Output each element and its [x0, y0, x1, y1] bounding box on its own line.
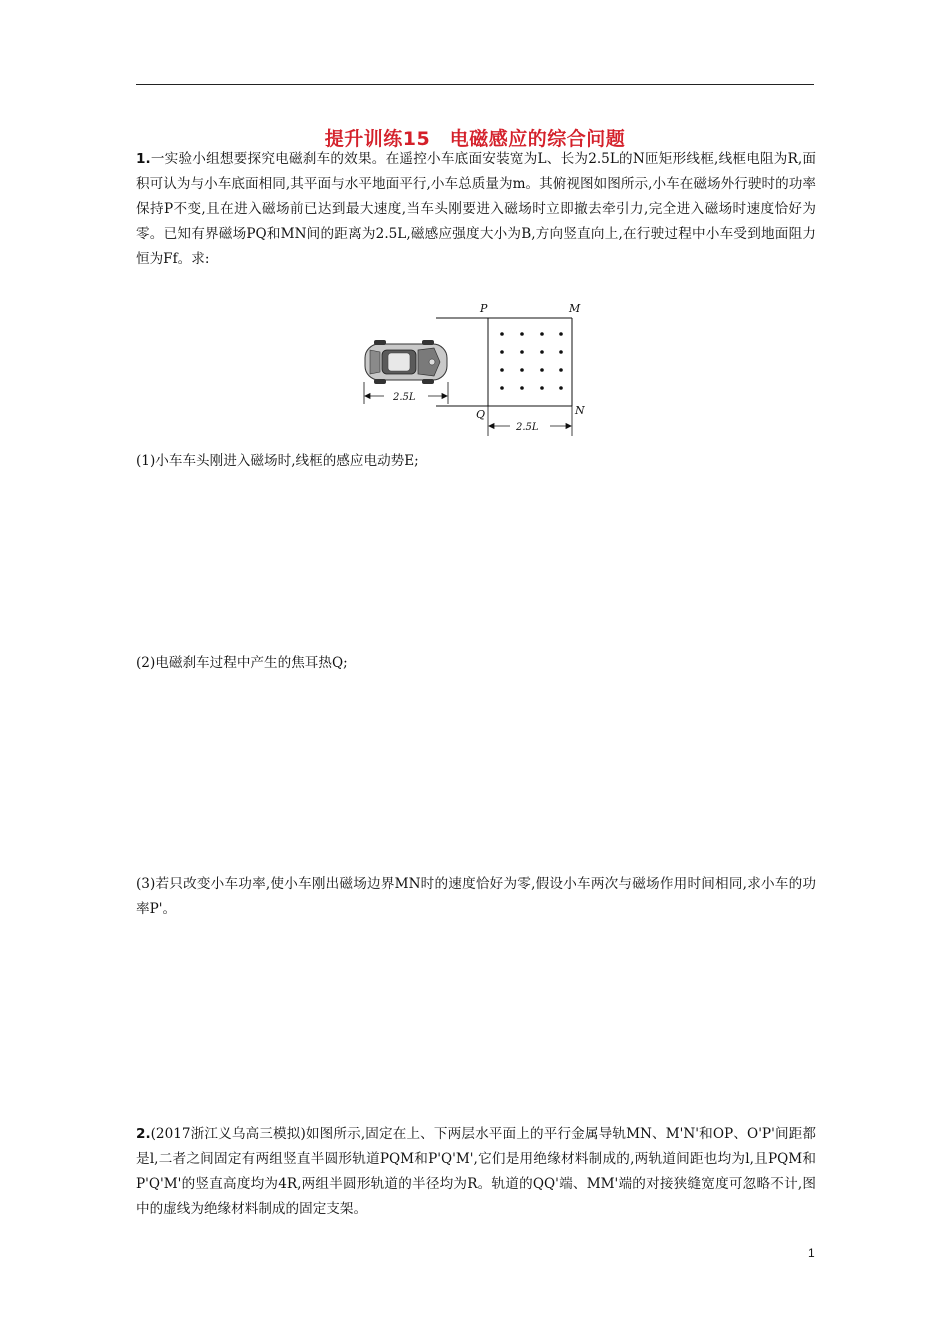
question-1 [136, 147, 816, 272]
question-1-part-1: (1)小车车头刚进入磁场时,线框的感应电动势E; [136, 453, 419, 469]
page-title: 提升训练15 电磁感应的综合问题 [324, 128, 626, 150]
label-M: M [569, 302, 581, 315]
question-2-number: 2. [136, 1126, 151, 1142]
car-icon [365, 340, 447, 384]
header-rule [136, 84, 814, 85]
question-2 [136, 1122, 816, 1222]
car-length-label: 2.5L [393, 392, 416, 403]
label-P: P [480, 302, 488, 315]
field-dots [500, 332, 563, 390]
question-2-text: (2017浙江义乌高三模拟)如图所示,固定在上、下两层水平面上的平行金属导轨MN、M'N'和OP、O'P'间距都是l,二者之间固定有两组竖直半圆形轨道PQM和P'Q'M',它们是用绝缘材料制成的,两轨道间距也均为l,且PQM和P'Q'M'的竖直高度均为4R,两组半圆形轨道的半径均为R。轨道的QQ'端、MM'端的对接狭缝宽度可忽略不计,图中的虚线为绝缘材料制成的固定支架。 [136, 1126, 816, 1217]
question-1-part-2: (2)电磁刹车过程中产生的焦耳热Q; [136, 655, 348, 671]
question-1-part-3: (3)若只改变小车功率,使小车刚出磁场边界MN时的速度恰好为零,假设小车两次与磁场作用时间相同,求小车的功率P'。 [136, 876, 816, 917]
field-width-label: 2.5L [516, 422, 539, 433]
label-N: N [575, 404, 585, 417]
magnetic-field-figure [356, 298, 586, 442]
label-Q: Q [476, 408, 486, 421]
question-1-number: 1. [136, 151, 151, 167]
page-number: 1 [808, 1246, 815, 1260]
question-1-text: 一实验小组想要探究电磁刹车的效果。在遥控小车底面安装宽为L、长为2.5L的N匝矩形线框,线框电阻为R,面积可认为与小车底面相同,其平面与水平地面平行,小车总质量为m。其俯视图如图所示,小车在磁场外行驶时的功率保持P不变,且在进入磁场前已达到最大速度,当车头刚要进入磁场时立即撤去牵引力,完全进入磁场时速度恰好为零。已知有界磁场PQ和MN间的距离为2.5L,磁感应强度大小为B,方向竖直向上,在行驶过程中小车受到地面阻力恒为Ff。求: [136, 151, 816, 267]
